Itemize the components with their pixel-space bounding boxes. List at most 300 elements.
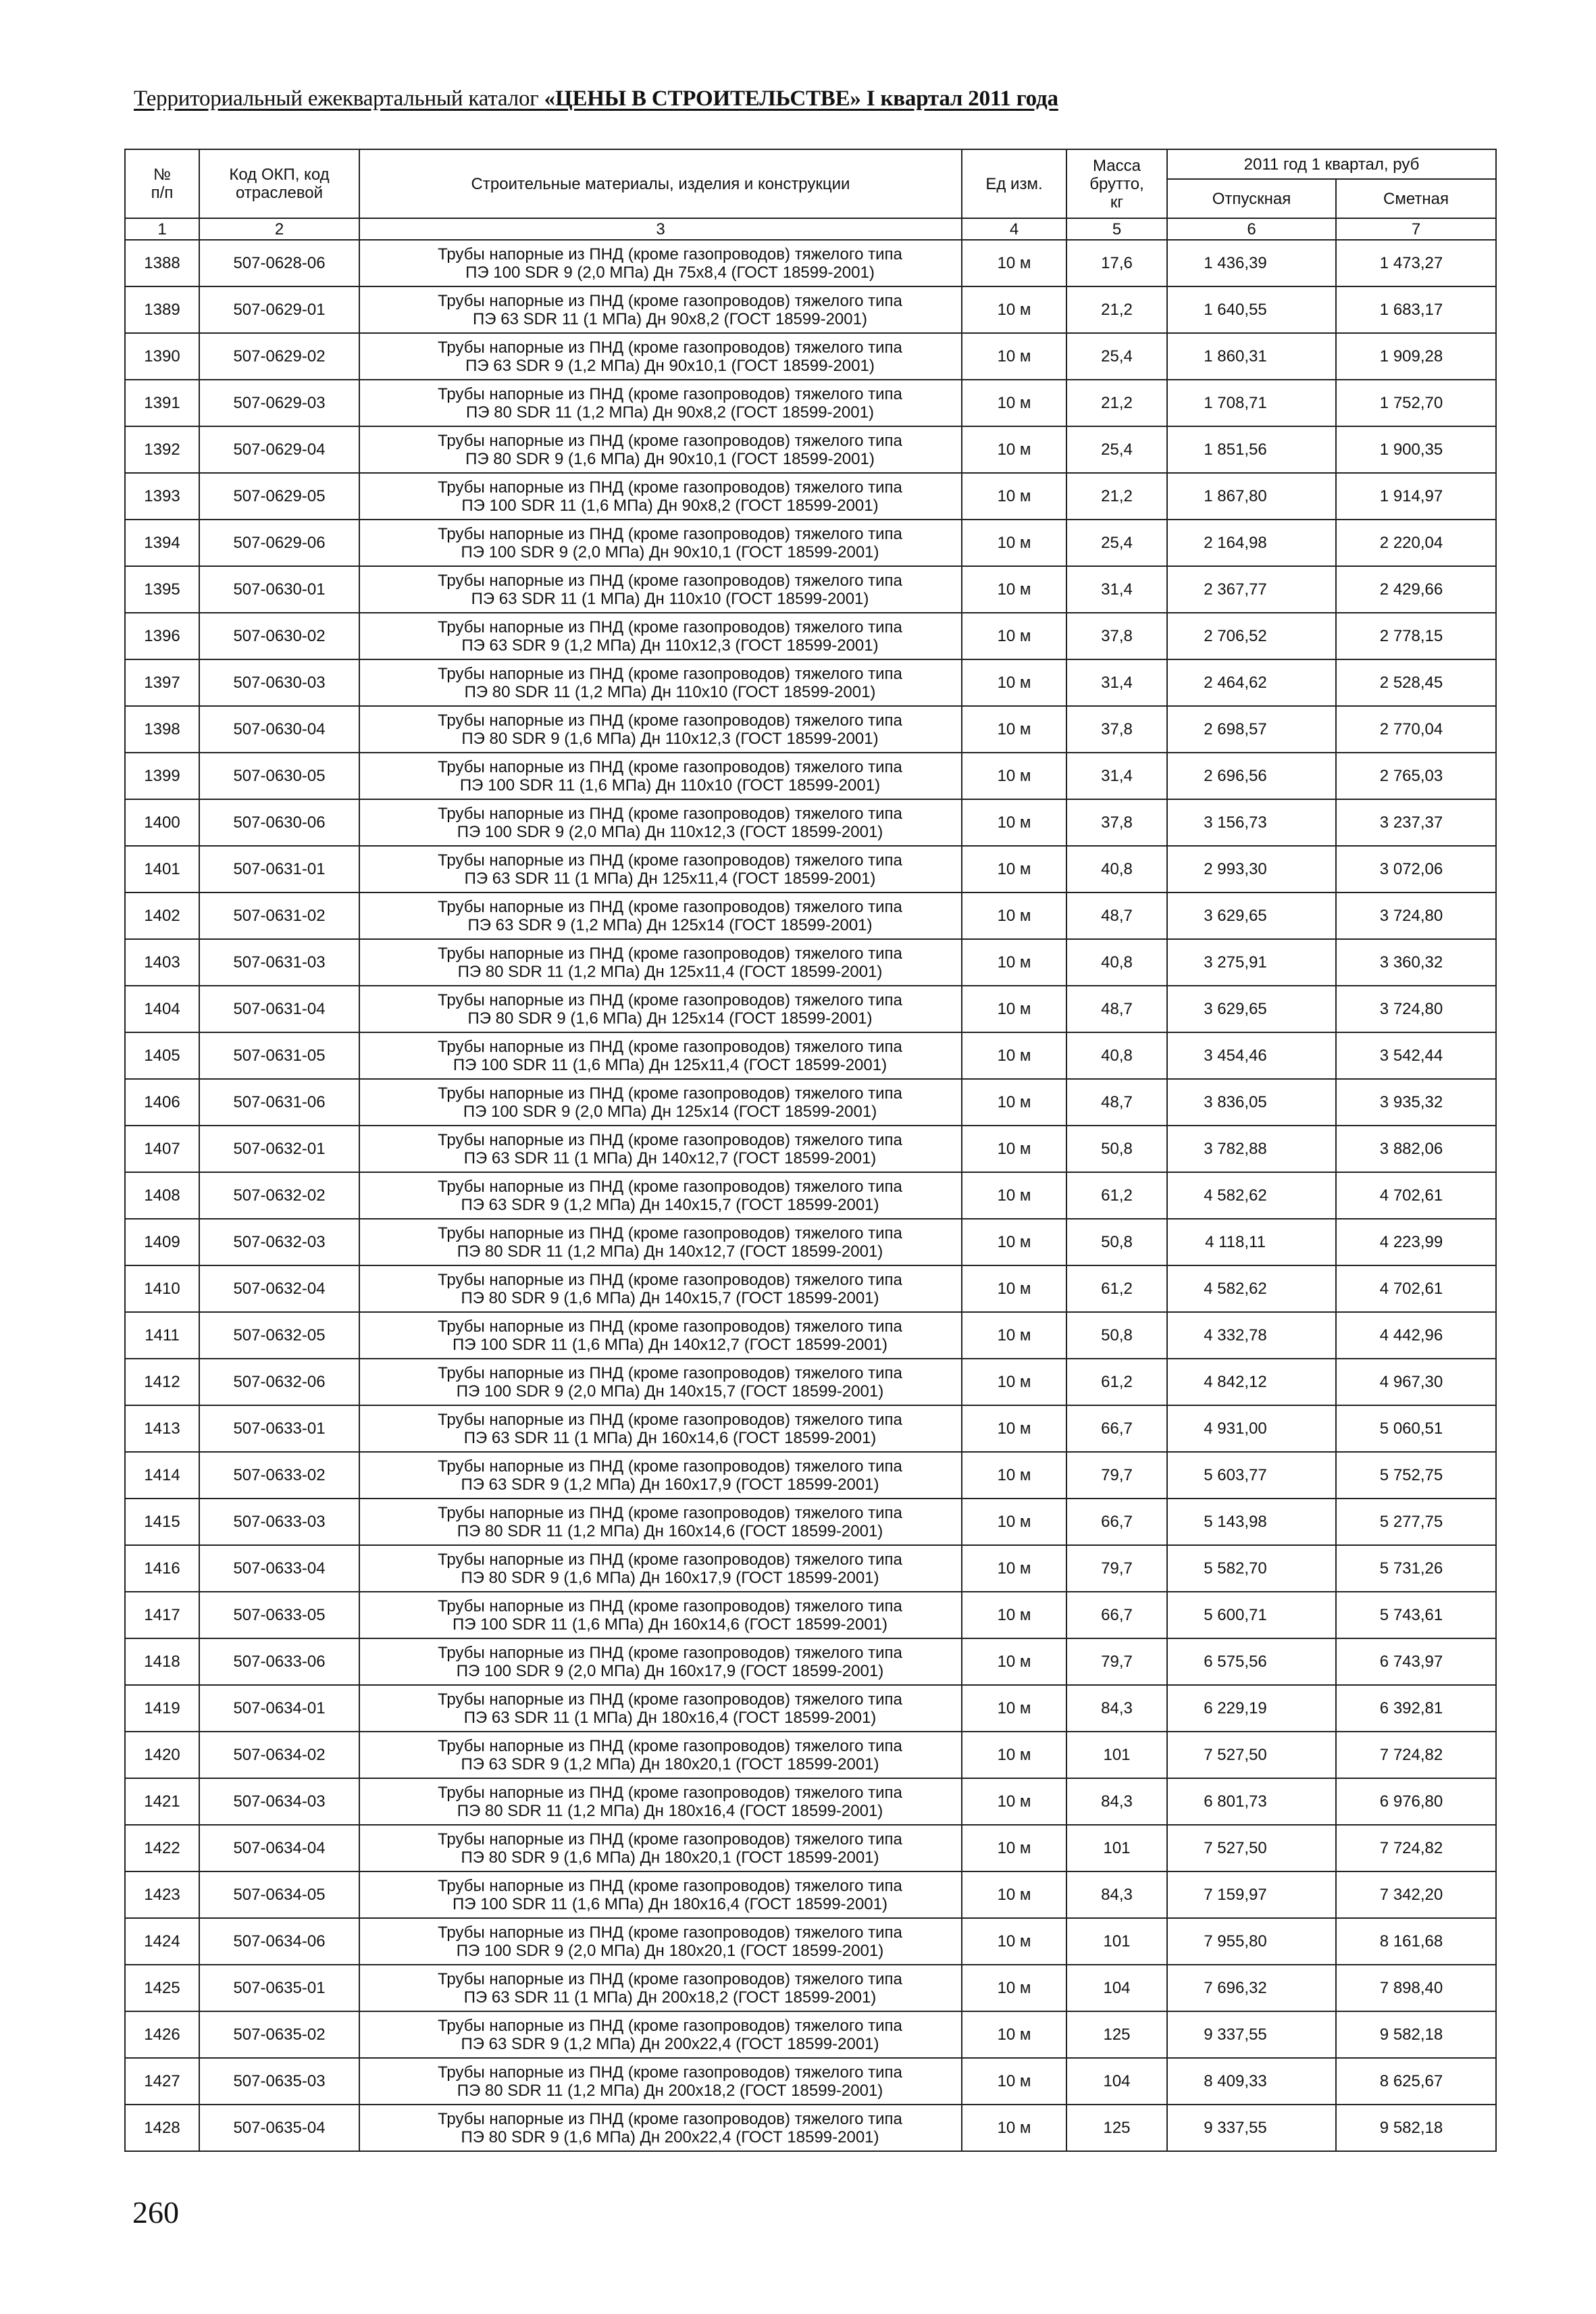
description-line-1: Трубы напорные из ПНД (кроме газопроводов) тяжелого типа [438, 1550, 902, 1569]
header-mass [1066, 149, 1167, 218]
cell-mass: 104 [1066, 2058, 1167, 2105]
cell-mass: 31,4 [1066, 659, 1167, 706]
table-row [125, 1638, 1496, 1685]
cell-price-estimate: 7 724,82 [1336, 1732, 1496, 1778]
table-row [125, 2011, 1496, 2058]
cell-mass: 84,3 [1066, 1685, 1167, 1732]
table-row [125, 2058, 1496, 2105]
description-line-2: ПЭ 63 SDR 11 (1 МПа) Дн 90х8,2 (ГОСТ 18599-2001) [473, 309, 867, 328]
description-line-2: ПЭ 100 SDR 9 (2,0 МПа) Дн 160х17,9 (ГОСТ 18599-2001) [456, 1661, 884, 1680]
description-line-1: Трубы напорные из ПНД (кроме газопроводов) тяжелого типа [438, 1130, 902, 1149]
cell-description [359, 892, 962, 939]
cell-num: 1389 [125, 286, 199, 333]
description-line-2: ПЭ 100 SDR 11 (1,6 МПа) Дн 90х8,2 (ГОСТ 18599-2001) [461, 496, 879, 515]
cell-price-release: 3 836,05 [1167, 1079, 1336, 1126]
description-line-1: Трубы напорные из ПНД (кроме газопроводов) тяжелого типа [438, 1736, 902, 1755]
cell-price-release: 4 582,62 [1167, 1265, 1336, 1312]
cell-price-release: 5 600,71 [1167, 1592, 1336, 1638]
description-line-1: Трубы напорные из ПНД (кроме газопроводов) тяжелого типа [438, 1690, 902, 1709]
cell-code: 507-0630-05 [199, 753, 359, 799]
cell-unit: 10 м [962, 1312, 1066, 1359]
page-title-prefix: Территориальный ежеквартальный каталог [134, 86, 544, 111]
cell-price-estimate: 9 582,18 [1336, 2105, 1496, 2151]
cell-price-release: 7 696,32 [1167, 1965, 1336, 2011]
cell-num: 1413 [125, 1405, 199, 1452]
cell-price-estimate: 8 161,68 [1336, 1918, 1496, 1965]
cell-price-release: 1 640,55 [1167, 286, 1336, 333]
cell-num: 1408 [125, 1172, 199, 1219]
description-line-1: Трубы напорные из ПНД (кроме газопроводов) тяжелого типа [438, 2109, 902, 2128]
description-line-1: Трубы напорные из ПНД (кроме газопроводов) тяжелого типа [438, 1410, 902, 1429]
column-number: 4 [962, 218, 1066, 240]
cell-code: 507-0634-05 [199, 1871, 359, 1918]
cell-mass: 61,2 [1066, 1172, 1167, 1219]
cell-code: 507-0632-05 [199, 1312, 359, 1359]
cell-price-release: 6 575,56 [1167, 1638, 1336, 1685]
table-row [125, 380, 1496, 426]
description-line-1: Трубы напорные из ПНД (кроме газопроводов) тяжелого типа [438, 1876, 902, 1895]
description-line-1: Трубы напорные из ПНД (кроме газопроводов) тяжелого типа [438, 1363, 902, 1382]
cell-price-release: 7 159,97 [1167, 1871, 1336, 1918]
cell-num: 1420 [125, 1732, 199, 1778]
description-line-2: ПЭ 100 SDR 9 (2,0 МПа) Дн 140х15,7 (ГОСТ 18599-2001) [456, 1382, 884, 1401]
table-row [125, 1079, 1496, 1126]
cell-code: 507-0632-06 [199, 1359, 359, 1405]
cell-price-release: 2 993,30 [1167, 846, 1336, 892]
cell-mass: 50,8 [1066, 1219, 1167, 1265]
description-line-2: ПЭ 63 SDR 11 (1 МПа) Дн 140х12,7 (ГОСТ 18599-2001) [463, 1149, 877, 1167]
cell-code: 507-0632-01 [199, 1126, 359, 1172]
cell-unit: 10 м [962, 1032, 1066, 1079]
cell-code: 507-0629-01 [199, 286, 359, 333]
cell-code: 507-0633-01 [199, 1405, 359, 1452]
description-line-1: Трубы напорные из ПНД (кроме газопроводов) тяжелого типа [438, 618, 902, 636]
cell-mass: 48,7 [1066, 892, 1167, 939]
cell-description [359, 240, 962, 286]
description-line-1: Трубы напорные из ПНД (кроме газопроводов) тяжелого типа [438, 384, 902, 403]
cell-description [359, 1918, 962, 1965]
cell-num: 1417 [125, 1592, 199, 1638]
cell-unit: 10 м [962, 1638, 1066, 1685]
cell-code: 507-0629-04 [199, 426, 359, 473]
cell-description [359, 1825, 962, 1871]
cell-price-release: 2 698,57 [1167, 706, 1336, 753]
table-row [125, 333, 1496, 380]
cell-num: 1396 [125, 613, 199, 659]
description-line-1: Трубы напорные из ПНД (кроме газопроводов) тяжелого типа [438, 1224, 902, 1242]
cell-mass: 25,4 [1066, 426, 1167, 473]
cell-price-estimate: 5 752,75 [1336, 1452, 1496, 1499]
cell-description [359, 799, 962, 846]
description-line-1: Трубы напорные из ПНД (кроме газопроводов) тяжелого типа [438, 944, 902, 963]
cell-price-release: 3 782,88 [1167, 1126, 1336, 1172]
description-line-1: Трубы напорные из ПНД (кроме газопроводов) тяжелого типа [438, 1596, 902, 1615]
cell-mass: 40,8 [1066, 1032, 1167, 1079]
cell-unit: 10 м [962, 426, 1066, 473]
cell-price-release: 7 527,50 [1167, 1825, 1336, 1871]
cell-price-estimate: 2 765,03 [1336, 753, 1496, 799]
cell-num: 1393 [125, 473, 199, 520]
table-row [125, 426, 1496, 473]
cell-description [359, 1405, 962, 1452]
cell-code: 507-0631-03 [199, 939, 359, 986]
table-row [125, 520, 1496, 566]
cell-unit: 10 м [962, 613, 1066, 659]
table-row [125, 753, 1496, 799]
cell-description [359, 1732, 962, 1778]
table-row [125, 1032, 1496, 1079]
description-line-2: ПЭ 100 SDR 11 (1,6 МПа) Дн 140х12,7 (ГОСТ 18599-2001) [453, 1335, 887, 1354]
cell-code: 507-0633-03 [199, 1499, 359, 1545]
cell-num: 1409 [125, 1219, 199, 1265]
cell-description [359, 753, 962, 799]
cell-price-estimate: 1 914,97 [1336, 473, 1496, 520]
cell-price-release: 5 603,77 [1167, 1452, 1336, 1499]
table-row [125, 1219, 1496, 1265]
description-line-1: Трубы напорные из ПНД (кроме газопроводов) тяжелого типа [438, 1177, 902, 1196]
table-row [125, 1592, 1496, 1638]
cell-code: 507-0630-02 [199, 613, 359, 659]
description-line-2: ПЭ 63 SDR 9 (1,2 МПа) Дн 110х12,3 (ГОСТ 18599-2001) [461, 636, 879, 655]
header-code [199, 149, 359, 218]
cell-code: 507-0629-03 [199, 380, 359, 426]
cell-price-release: 4 582,62 [1167, 1172, 1336, 1219]
cell-price-release: 1 867,80 [1167, 473, 1336, 520]
table-row [125, 1172, 1496, 1219]
description-line-1: Трубы напорные из ПНД (кроме газопроводов) тяжелого типа [438, 1270, 902, 1289]
cell-unit: 10 м [962, 1219, 1066, 1265]
cell-unit: 10 м [962, 1172, 1066, 1219]
cell-unit: 10 м [962, 286, 1066, 333]
description-line-2: ПЭ 100 SDR 11 (1,6 МПа) Дн 125х11,4 (ГОСТ 18599-2001) [453, 1055, 887, 1074]
description-line-1: Трубы напорные из ПНД (кроме газопроводов) тяжелого типа [438, 291, 902, 310]
cell-num: 1394 [125, 520, 199, 566]
table-row [125, 1312, 1496, 1359]
cell-mass: 21,2 [1066, 380, 1167, 426]
cell-num: 1402 [125, 892, 199, 939]
table-row [125, 1778, 1496, 1825]
cell-mass: 79,7 [1066, 1545, 1167, 1592]
cell-code: 507-0629-06 [199, 520, 359, 566]
cell-code: 507-0635-02 [199, 2011, 359, 2058]
cell-num: 1395 [125, 566, 199, 613]
cell-unit: 10 м [962, 753, 1066, 799]
description-line-2: ПЭ 80 SDR 9 (1,6 МПа) Дн 160х17,9 (ГОСТ 18599-2001) [461, 1568, 879, 1587]
cell-code: 507-0632-04 [199, 1265, 359, 1312]
description-line-1: Трубы напорные из ПНД (кроме газопроводов) тяжелого типа [438, 757, 902, 776]
cell-mass: 125 [1066, 2105, 1167, 2151]
header-num-bottom: п/п [151, 184, 174, 202]
cell-mass: 25,4 [1066, 333, 1167, 380]
cell-price-estimate: 2 220,04 [1336, 520, 1496, 566]
cell-num: 1427 [125, 2058, 199, 2105]
cell-unit: 10 м [962, 240, 1066, 286]
description-line-2: ПЭ 100 SDR 11 (1,6 МПа) Дн 180х16,4 (ГОСТ 18599-2001) [453, 1894, 887, 1913]
cell-unit: 10 м [962, 1405, 1066, 1452]
cell-price-release: 1 860,31 [1167, 333, 1336, 380]
cell-price-release: 8 409,33 [1167, 2058, 1336, 2105]
cell-price-estimate: 3 935,32 [1336, 1079, 1496, 1126]
description-line-2: ПЭ 80 SDR 11 (1,2 МПа) Дн 160х14,6 (ГОСТ 18599-2001) [457, 1521, 883, 1540]
table-row [125, 1871, 1496, 1918]
cell-mass: 104 [1066, 1965, 1167, 2011]
cell-code: 507-0633-05 [199, 1592, 359, 1638]
cell-price-estimate: 1 683,17 [1336, 286, 1496, 333]
table-row [125, 240, 1496, 286]
header-code-bottom: отраслевой [235, 184, 324, 202]
cell-num: 1422 [125, 1825, 199, 1871]
description-line-2: ПЭ 100 SDR 9 (2,0 МПа) Дн 180х20,1 (ГОСТ 18599-2001) [456, 1941, 884, 1960]
cell-price-estimate: 3 360,32 [1336, 939, 1496, 986]
cell-price-release: 4 118,11 [1167, 1219, 1336, 1265]
cell-description [359, 1172, 962, 1219]
cell-price-release: 1 436,39 [1167, 240, 1336, 286]
cell-code: 507-0632-02 [199, 1172, 359, 1219]
cell-price-estimate: 5 277,75 [1336, 1499, 1496, 1545]
cell-price-release: 3 275,91 [1167, 939, 1336, 986]
cell-unit: 10 м [962, 1825, 1066, 1871]
cell-num: 1412 [125, 1359, 199, 1405]
cell-num: 1391 [125, 380, 199, 426]
cell-num: 1414 [125, 1452, 199, 1499]
cell-description [359, 706, 962, 753]
cell-num: 1400 [125, 799, 199, 846]
cell-price-release: 6 229,19 [1167, 1685, 1336, 1732]
description-line-2: ПЭ 63 SDR 9 (1,2 МПа) Дн 140х15,7 (ГОСТ 18599-2001) [461, 1195, 879, 1214]
cell-code: 507-0629-05 [199, 473, 359, 520]
cell-price-release: 3 629,65 [1167, 892, 1336, 939]
cell-description [359, 286, 962, 333]
header-code-top: Код ОКП, код [229, 166, 330, 184]
cell-unit: 10 м [962, 706, 1066, 753]
description-line-2: ПЭ 80 SDR 11 (1,2 МПа) Дн 110х10 (ГОСТ 18599-2001) [464, 682, 876, 701]
cell-unit: 10 м [962, 659, 1066, 706]
cell-num: 1407 [125, 1126, 199, 1172]
cell-mass: 66,7 [1066, 1592, 1167, 1638]
cell-mass: 101 [1066, 1825, 1167, 1871]
cell-description [359, 1499, 962, 1545]
description-line-1: Трубы напорные из ПНД (кроме газопроводов) тяжелого типа [438, 1923, 902, 1942]
cell-unit: 10 м [962, 333, 1066, 380]
description-line-2: ПЭ 63 SDR 9 (1,2 МПа) Дн 180х20,1 (ГОСТ 18599-2001) [461, 1755, 879, 1774]
table-body [125, 240, 1496, 2151]
description-line-2: ПЭ 80 SDR 9 (1,6 МПа) Дн 140х15,7 (ГОСТ 18599-2001) [461, 1288, 879, 1307]
description-line-1: Трубы напорные из ПНД (кроме газопроводов) тяжелого типа [438, 664, 902, 683]
cell-description [359, 1638, 962, 1685]
cell-num: 1406 [125, 1079, 199, 1126]
description-line-1: Трубы напорные из ПНД (кроме газопроводов) тяжелого типа [438, 2063, 902, 2082]
cell-mass: 21,2 [1066, 286, 1167, 333]
cell-price-estimate: 3 072,06 [1336, 846, 1496, 892]
cell-num: 1390 [125, 333, 199, 380]
cell-num: 1410 [125, 1265, 199, 1312]
table-row [125, 1126, 1496, 1172]
cell-price-release: 2 464,62 [1167, 659, 1336, 706]
table-row [125, 1499, 1496, 1545]
cell-description [359, 1265, 962, 1312]
cell-mass: 40,8 [1066, 846, 1167, 892]
cell-code: 507-0634-06 [199, 1918, 359, 1965]
column-number: 1 [125, 218, 199, 240]
cell-price-estimate: 3 724,80 [1336, 892, 1496, 939]
cell-description [359, 1126, 962, 1172]
table-row [125, 1545, 1496, 1592]
cell-code: 507-0630-01 [199, 566, 359, 613]
cell-unit: 10 м [962, 1871, 1066, 1918]
description-line-2: ПЭ 80 SDR 11 (1,2 МПа) Дн 90х8,2 (ГОСТ 18599-2001) [466, 403, 874, 422]
header-num-top: № [153, 166, 171, 184]
cell-price-estimate: 4 967,30 [1336, 1359, 1496, 1405]
description-line-1: Трубы напорные из ПНД (кроме газопроводов) тяжелого типа [438, 571, 902, 590]
page-title-bold: «ЦЕНЫ В СТРОИТЕЛЬСТВЕ» I квартал 2011 года [544, 86, 1058, 111]
header-mass-bottom: кг [1110, 193, 1124, 211]
header-material: Строительные материалы, изделия и конструкции [359, 149, 962, 218]
cell-unit: 10 м [962, 892, 1066, 939]
cell-price-estimate: 8 625,67 [1336, 2058, 1496, 2105]
cell-price-estimate: 4 442,96 [1336, 1312, 1496, 1359]
cell-unit: 10 м [962, 1965, 1066, 2011]
header-price-estimate: Сметная [1336, 179, 1496, 218]
description-line-2: ПЭ 80 SDR 11 (1,2 МПа) Дн 125х11,4 (ГОСТ 18599-2001) [457, 962, 883, 981]
cell-price-release: 9 337,55 [1167, 2011, 1336, 2058]
cell-unit: 10 м [962, 380, 1066, 426]
cell-price-estimate: 4 223,99 [1336, 1219, 1496, 1265]
column-number: 5 [1066, 218, 1167, 240]
cell-mass: 61,2 [1066, 1265, 1167, 1312]
cell-price-estimate: 5 731,26 [1336, 1545, 1496, 1592]
cell-description [359, 2058, 962, 2105]
description-line-2: ПЭ 80 SDR 9 (1,6 МПа) Дн 180х20,1 (ГОСТ 18599-2001) [461, 1848, 879, 1867]
cell-num: 1424 [125, 1918, 199, 1965]
cell-code: 507-0631-06 [199, 1079, 359, 1126]
cell-mass: 79,7 [1066, 1638, 1167, 1685]
cell-price-release: 1 708,71 [1167, 380, 1336, 426]
cell-price-estimate: 1 909,28 [1336, 333, 1496, 380]
description-line-2: ПЭ 63 SDR 11 (1 МПа) Дн 180х16,4 (ГОСТ 18599-2001) [463, 1708, 877, 1727]
cell-unit: 10 м [962, 2058, 1066, 2105]
cell-mass: 79,7 [1066, 1452, 1167, 1499]
cell-num: 1416 [125, 1545, 199, 1592]
cell-unit: 10 м [962, 520, 1066, 566]
cell-num: 1401 [125, 846, 199, 892]
table-row [125, 659, 1496, 706]
cell-price-estimate: 9 582,18 [1336, 2011, 1496, 2058]
cell-unit: 10 м [962, 1592, 1066, 1638]
cell-description [359, 1965, 962, 2011]
cell-description [359, 986, 962, 1032]
cell-mass: 50,8 [1066, 1126, 1167, 1172]
table-row [125, 706, 1496, 753]
cell-unit: 10 м [962, 1732, 1066, 1778]
cell-description [359, 520, 962, 566]
table-row [125, 613, 1496, 659]
cell-price-estimate: 4 702,61 [1336, 1265, 1496, 1312]
cell-code: 507-0632-03 [199, 1219, 359, 1265]
description-line-2: ПЭ 80 SDR 9 (1,6 МПа) Дн 125х14 (ГОСТ 18599-2001) [467, 1009, 873, 1028]
cell-price-release: 7 955,80 [1167, 1918, 1336, 1965]
cell-mass: 21,2 [1066, 473, 1167, 520]
table-row [125, 473, 1496, 520]
cell-num: 1425 [125, 1965, 199, 2011]
cell-description [359, 333, 962, 380]
cell-price-estimate: 3 542,44 [1336, 1032, 1496, 1079]
description-line-2: ПЭ 100 SDR 9 (2,0 МПа) Дн 125х14 (ГОСТ 18599-2001) [463, 1102, 877, 1121]
description-line-1: Трубы напорные из ПНД (кроме газопроводов) тяжелого типа [438, 897, 902, 916]
description-line-2: ПЭ 63 SDR 11 (1 МПа) Дн 110х10 (ГОСТ 18599-2001) [471, 589, 869, 608]
cell-code: 507-0634-01 [199, 1685, 359, 1732]
cell-mass: 31,4 [1066, 566, 1167, 613]
header-unit: Ед изм. [962, 149, 1066, 218]
cell-price-estimate: 2 778,15 [1336, 613, 1496, 659]
cell-unit: 10 м [962, 1545, 1066, 1592]
cell-unit: 10 м [962, 939, 1066, 986]
description-line-2: ПЭ 80 SDR 11 (1,2 МПа) Дн 200х18,2 (ГОСТ 18599-2001) [457, 2081, 883, 2100]
table-row [125, 1825, 1496, 1871]
header-price-release: Отпускная [1167, 179, 1336, 218]
header-mass-top: Масса [1093, 156, 1141, 175]
cell-code: 507-0633-04 [199, 1545, 359, 1592]
cell-mass: 37,8 [1066, 613, 1167, 659]
cell-num: 1419 [125, 1685, 199, 1732]
description-line-1: Трубы напорные из ПНД (кроме газопроводов) тяжелого типа [438, 1783, 902, 1802]
cell-description [359, 380, 962, 426]
cell-description [359, 1032, 962, 1079]
cell-price-release: 3 156,73 [1167, 799, 1336, 846]
cell-code: 507-0631-01 [199, 846, 359, 892]
description-line-1: Трубы напорные из ПНД (кроме газопроводов) тяжелого типа [438, 804, 902, 823]
cell-price-release: 3 454,46 [1167, 1032, 1336, 1079]
page-number: 260 [132, 2195, 179, 2230]
header-num [125, 149, 199, 218]
cell-unit: 10 м [962, 566, 1066, 613]
cell-mass: 25,4 [1066, 520, 1167, 566]
description-line-1: Трубы напорные из ПНД (кроме газопроводов) тяжелого типа [438, 1457, 902, 1476]
cell-price-release: 5 143,98 [1167, 1499, 1336, 1545]
cell-description [359, 426, 962, 473]
cell-code: 507-0634-03 [199, 1778, 359, 1825]
table-row [125, 1405, 1496, 1452]
cell-code: 507-0634-04 [199, 1825, 359, 1871]
cell-description [359, 1871, 962, 1918]
cell-mass: 48,7 [1066, 986, 1167, 1032]
cell-mass: 66,7 [1066, 1499, 1167, 1545]
cell-mass: 37,8 [1066, 706, 1167, 753]
header-mass-mid: брутто, [1089, 174, 1144, 193]
cell-price-estimate: 5 743,61 [1336, 1592, 1496, 1638]
cell-unit: 10 м [962, 1265, 1066, 1312]
cell-mass: 125 [1066, 2011, 1167, 2058]
cell-code: 507-0635-01 [199, 1965, 359, 2011]
cell-unit: 10 м [962, 1079, 1066, 1126]
cell-num: 1411 [125, 1312, 199, 1359]
cell-description [359, 1079, 962, 1126]
table-row [125, 1359, 1496, 1405]
cell-price-estimate: 6 743,97 [1336, 1638, 1496, 1685]
table-row [125, 892, 1496, 939]
description-line-2: ПЭ 100 SDR 9 (2,0 МПа) Дн 75х8,4 (ГОСТ 18599-2001) [465, 263, 875, 282]
cell-unit: 10 м [962, 2011, 1066, 2058]
cell-description [359, 1359, 962, 1405]
cell-description [359, 939, 962, 986]
cell-unit: 10 м [962, 799, 1066, 846]
cell-code: 507-0628-06 [199, 240, 359, 286]
cell-price-release: 6 801,73 [1167, 1778, 1336, 1825]
cell-num: 1426 [125, 2011, 199, 2058]
cell-mass: 66,7 [1066, 1405, 1167, 1452]
cell-price-release: 4 931,00 [1167, 1405, 1336, 1452]
cell-description [359, 1545, 962, 1592]
cell-num: 1415 [125, 1499, 199, 1545]
